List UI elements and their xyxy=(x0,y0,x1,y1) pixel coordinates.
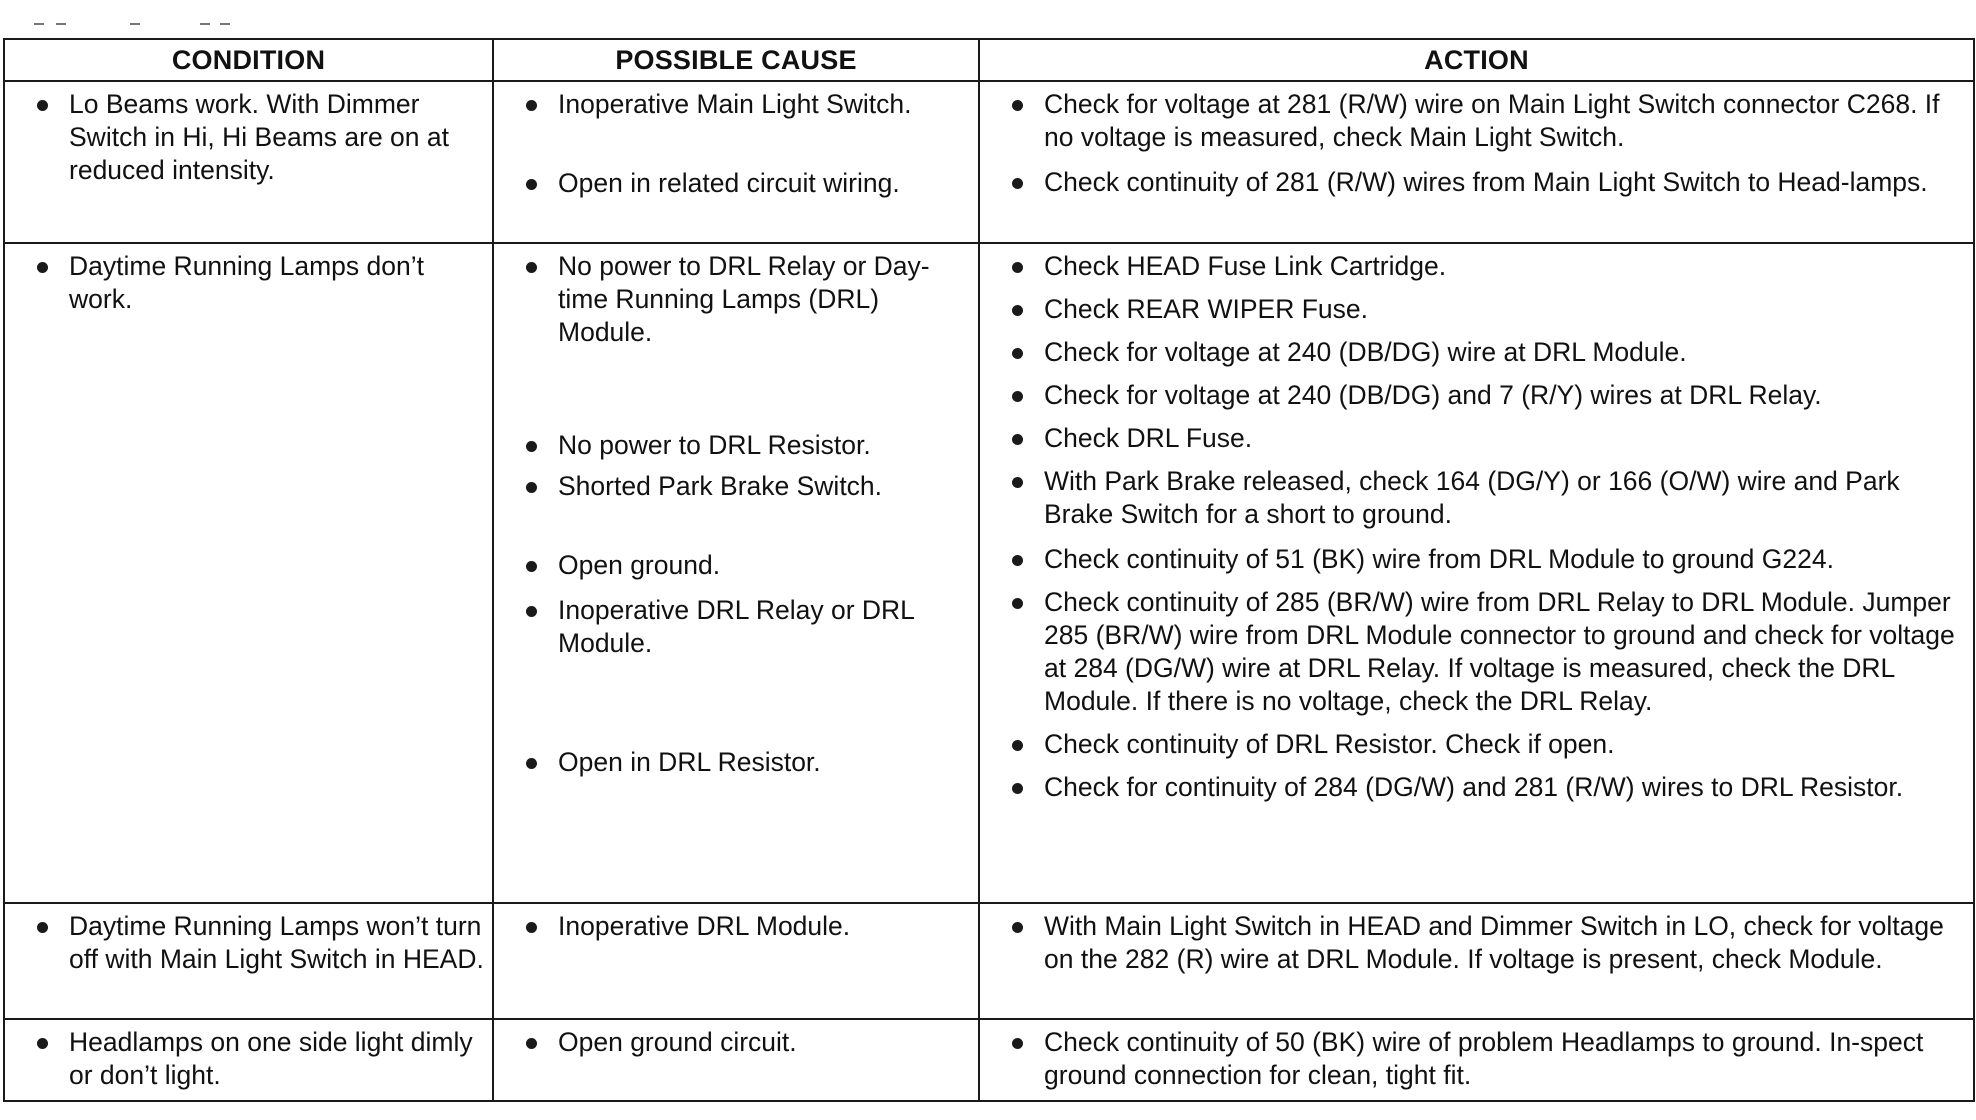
header-dash-marks xyxy=(34,12,264,26)
action-cell xyxy=(979,81,1974,243)
cause-item: Shorted Park Brake Switch. xyxy=(494,470,970,503)
condition-cell xyxy=(4,1019,493,1101)
condition-cell xyxy=(4,81,493,243)
diagnosis-table xyxy=(3,38,1975,1102)
action-cell xyxy=(979,1019,1974,1101)
action-item: Check HEAD Fuse Link Cartridge. xyxy=(980,250,1965,283)
action-item: Check for continuity of 284 (DG/W) and 281 (R/W) wires to DRL Resistor. xyxy=(980,771,1965,804)
cause-item: Open in DRL Resistor. xyxy=(494,746,970,779)
action-item: Check for voltage at 281 (R/W) wire on Main Light Switch connector C268. If no voltage is measured, check Main Light Switch. xyxy=(980,88,1965,154)
cause-item: Open ground. xyxy=(494,549,970,582)
action-item: Check continuity of 51 (BK) wire from DRL Module to ground G224. xyxy=(980,543,1965,576)
cause-item: No power to DRL Relay or Day-time Running Lamps (DRL) Module. xyxy=(494,250,970,349)
action-item: Check continuity of 50 (BK) wire of problem Headlamps to ground. In-spect ground connection for clean, tight fit. xyxy=(980,1026,1965,1092)
table-row xyxy=(4,1019,1974,1101)
condition-cell xyxy=(4,243,493,903)
action-item: Check continuity of 285 (BR/W) wire from DRL Relay to DRL Module. Jumper 285 (BR/W) wire from DRL Module connector to ground and check for voltage at 284 (DG/W) wire at DRL Relay. If voltage is measured, check the DRL Module. If there is no voltage, check the DRL Relay. xyxy=(980,586,1965,718)
table-row xyxy=(4,243,1974,903)
condition-item: Lo Beams work. With Dimmer Switch in Hi, Hi Beams are on at reduced intensity. xyxy=(5,88,484,187)
table-row xyxy=(4,903,1974,1019)
action-item: Check continuity of DRL Resistor. Check if open. xyxy=(980,728,1965,761)
cause-item: Open ground circuit. xyxy=(494,1026,970,1059)
cause-cell xyxy=(493,903,979,1019)
action-item: Check for voltage at 240 (DB/DG) wire at DRL Module. xyxy=(980,336,1965,369)
condition-item: Daytime Running Lamps won’t turn off with Main Light Switch in HEAD. xyxy=(5,910,484,976)
cause-item: Open in related circuit wiring. xyxy=(494,167,970,200)
cause-item: No power to DRL Resistor. xyxy=(494,429,970,462)
table-row xyxy=(4,81,1974,243)
action-item: With Park Brake released, check 164 (DG/Y) or 166 (O/W) wire and Park Brake Switch for a short to ground. xyxy=(980,465,1965,531)
cause-cell xyxy=(493,81,979,243)
condition-cell xyxy=(4,903,493,1019)
possible-cause-header: POSSIBLE CAUSE xyxy=(493,39,979,81)
action-item: Check continuity of 281 (R/W) wires from Main Light Switch to Head-lamps. xyxy=(980,166,1965,199)
action-cell xyxy=(979,903,1974,1019)
cause-item: Inoperative DRL Relay or DRL Module. xyxy=(494,594,970,660)
action-item: Check REAR WIPER Fuse. xyxy=(980,293,1965,326)
condition-item: Headlamps on one side light dimly or don’t light. xyxy=(5,1026,484,1092)
cause-cell xyxy=(493,243,979,903)
cause-item: Inoperative Main Light Switch. xyxy=(494,88,970,121)
action-item: Check DRL Fuse. xyxy=(980,422,1965,455)
action-item: With Main Light Switch in HEAD and Dimmer Switch in LO, check for voltage on the 282 (R) wire at DRL Module. If voltage is present, check Module. xyxy=(980,910,1965,976)
action-item: Check for voltage at 240 (DB/DG) and 7 (R/Y) wires at DRL Relay. xyxy=(980,379,1965,412)
condition-item: Daytime Running Lamps don’t work. xyxy=(5,250,484,316)
action-header: ACTION xyxy=(979,39,1974,81)
cause-item: Inoperative DRL Module. xyxy=(494,910,970,943)
header-row xyxy=(4,39,1974,81)
cause-cell xyxy=(493,1019,979,1101)
action-cell xyxy=(979,243,1974,903)
condition-header: CONDITION xyxy=(4,39,493,81)
